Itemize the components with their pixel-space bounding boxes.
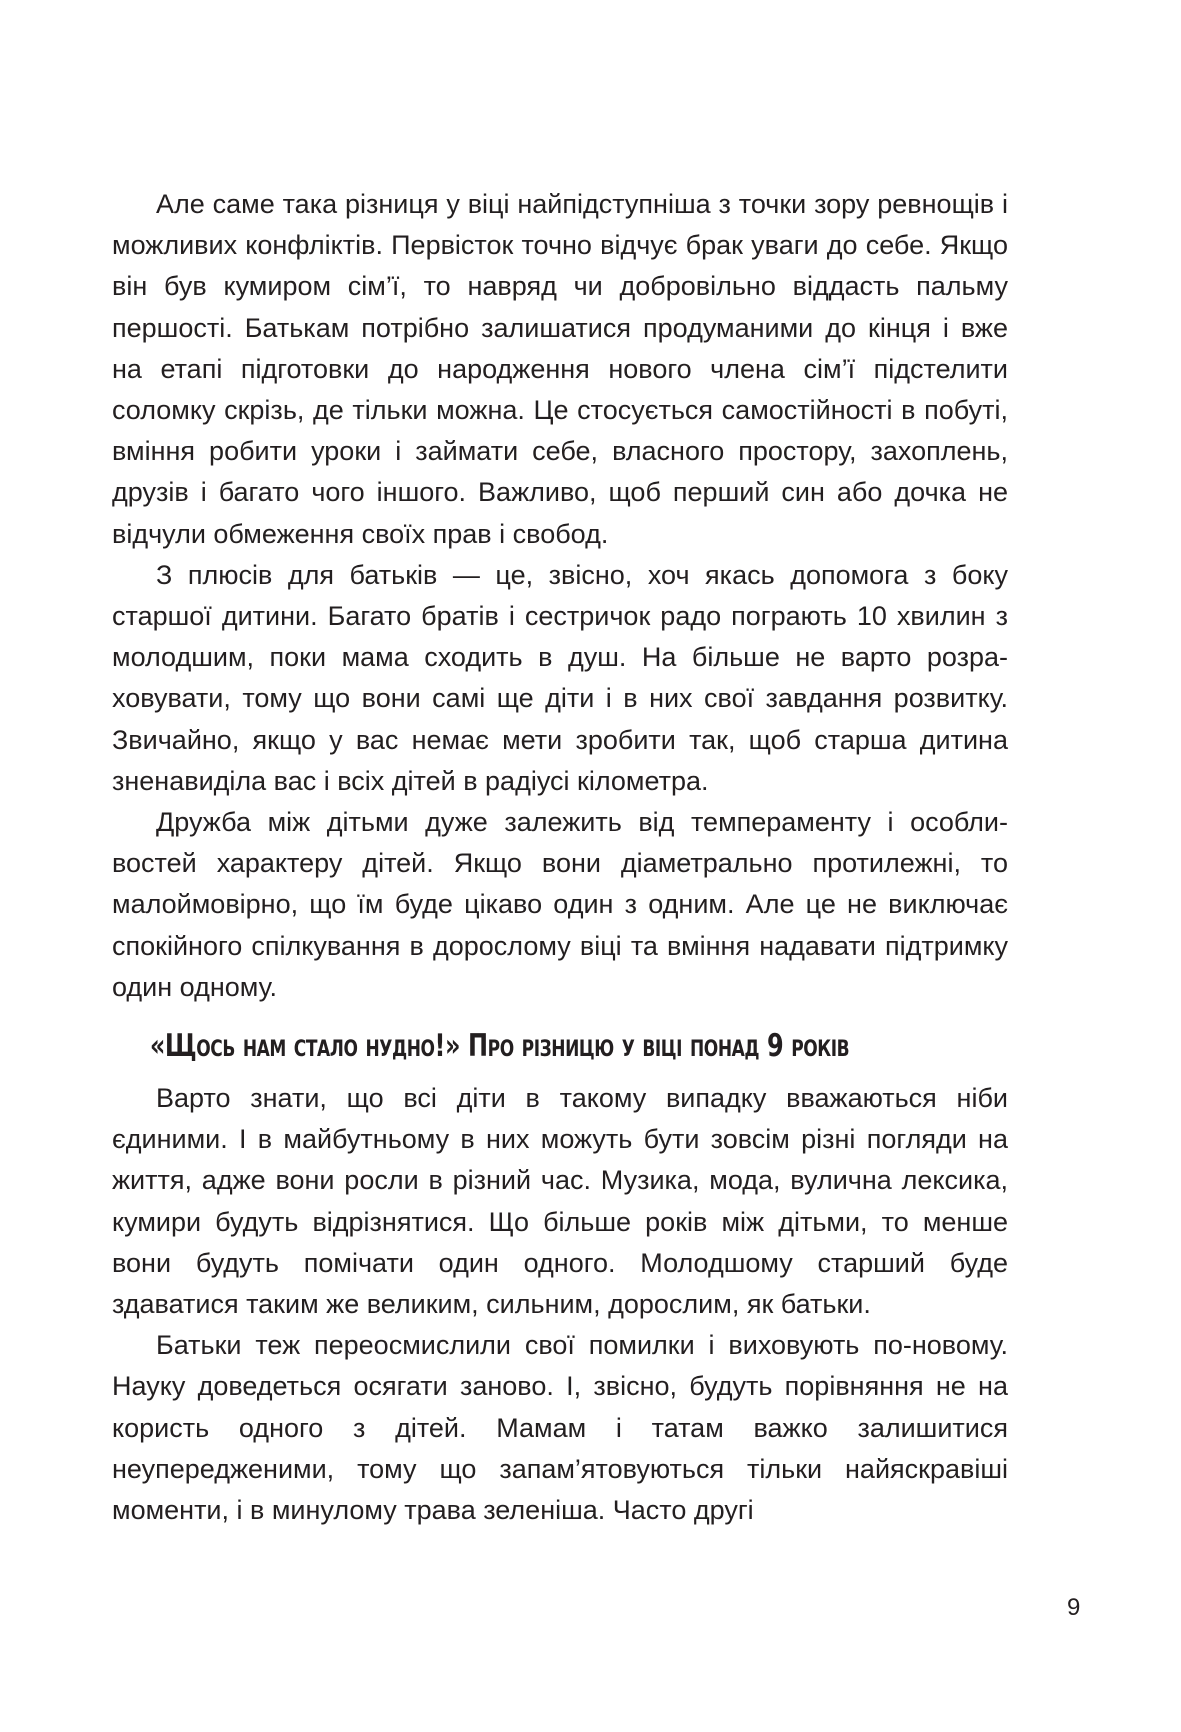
section-heading: «Щось нам стало нудно!» Про різницю у віці понад 9 років [149, 1028, 850, 1065]
paragraph: Варто знати, що всі діти в такому випадку вважаються ніби єдиними. І в майбутньому в них можуть бути зовсім різні погляди на життя, адже вони росли в різний час. Музика, мода, вулична лексика, кумири будуть відрізнятися. Що більше років між дітьми, то менше вони будуть помічати один одного. Молодшому старший буде здаватися таким же великим, сильним, дорослим, як батьки. [112, 1083, 1008, 1320]
paragraph: З плюсів для батьків — це, звісно, хоч якась допомога з боку старшої дитини. Багато братів і сестричок радо пограють 10 хвилин з молодшим, поки мама сходить в душ. На більше не варто розраховувати, тому що вони самі ще діти і в них свої завдання розвитку. Звичайно, якщо у вас немає мети зробити так, щоб старша дитина зненавиділа вас і всіх дітей в радіусі кілометра. [112, 559, 1008, 796]
page-number: 9 [1067, 1594, 1081, 1621]
paragraph: Батьки теж переосмислили свої помилки і виховують по-новому. Науку доведеться осягати заново. І, звісно, будуть порівняння не на користь одного з дітей. Мамам і татам важко залишитися неупередженими, тому що запам’ятовуються тільки найяскравіші моменти, і в минулому трава зеленіша. Часто другі [112, 1330, 1008, 1526]
paragraph: Дружба між дітьми дуже залежить від темпераменту і особливостей характеру дітей. Якщо вони діаметрально протилежні, то малоймовірно, що їм буде цікаво один з одним. Але це не виключає спокійного спілкування в дорослому віці та вміння надавати підтримку один одному. [112, 807, 1008, 1002]
page-body [112, 184, 1008, 1531]
paragraph: Але саме така різниця у віці найпідступніша з точки зору ревнощів і можливих конфліктів. Первісток точно відчує брак уваги до себе. Якщо він був кумиром сім’ї, то навряд чи добровільно віддасть пальму першості. Батькам потрібно залишатися продуманими до кінця і вже на етапі підготовки до народження нового члена сім’ї підстелити соломку скрізь, де тільки можна. Це стосується самостійності в побуті, вміння робити уроки і займати себе, власного простору, захоплень, друзів і багато чого іншого. Важливо, щоб перший син або дочка не відчули обмеження своїх прав і свобод. [112, 189, 1008, 549]
